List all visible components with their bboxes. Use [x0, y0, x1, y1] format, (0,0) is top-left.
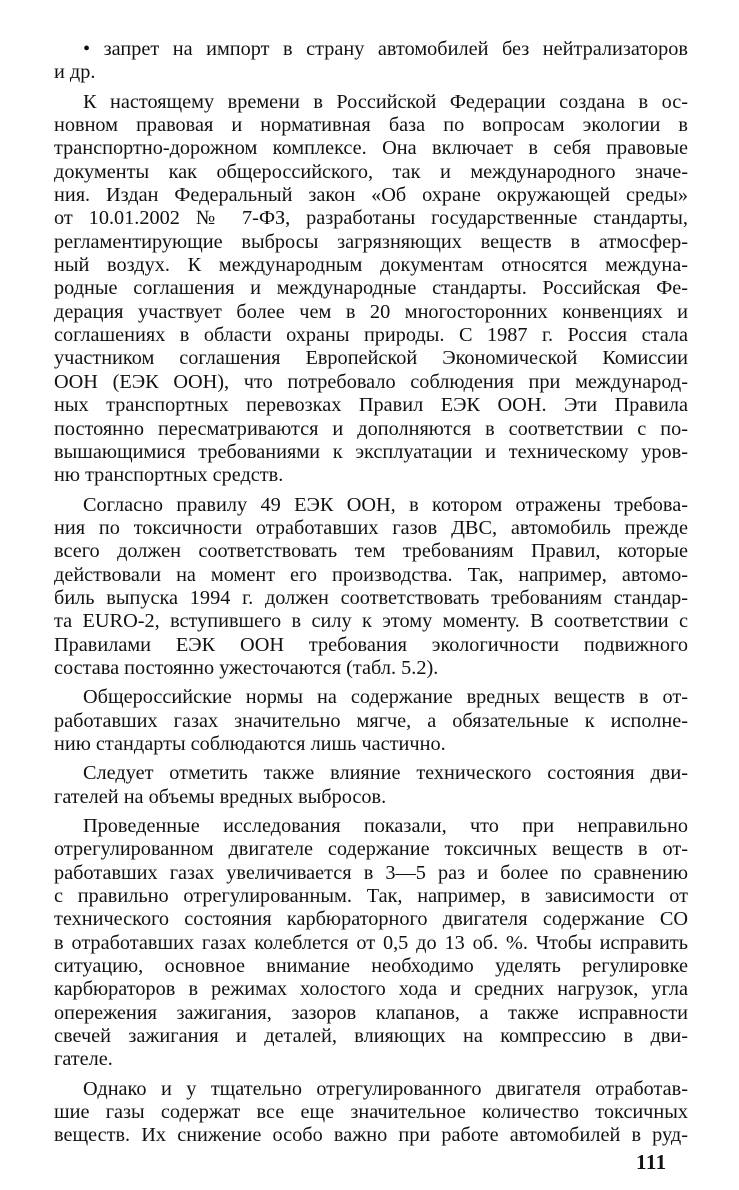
- page-number: 111: [636, 1150, 667, 1174]
- text-line: отрегулированном двигателе содержание токсичных веществ в от-: [54, 838, 688, 861]
- text-line: свечей зажигания и деталей, влияющих на компрессию в дви-: [54, 1025, 688, 1048]
- text-line: в отработавших газах колеблется от 0,5 до 13 об. %. Чтобы исправить: [54, 931, 688, 954]
- text-line: соглашениях в области охраны природы. С 1987 г. Россия стала: [54, 324, 688, 347]
- paragraph-first-line: Однако и у тщательно отрегулированного двигателя отработав-: [83, 1077, 688, 1100]
- text-line: ню транспортных средств.: [54, 464, 284, 487]
- text-line: ООН (ЕЭК ООН), что потребовало соблюдения при международ-: [54, 370, 688, 393]
- text-line: дерация участвует более чем в 20 многосторонних конвенциях и: [54, 300, 688, 323]
- text-line: транспортно-дорожном комплексе. Она включает в себя правовые: [54, 137, 688, 160]
- text-line: ния по токсичности отработавших газов ДВС, автомобиль прежде: [54, 516, 688, 539]
- body-text: [54, 38, 688, 1148]
- text-line: действовали на момент его производства. Так, например, автомо-: [54, 563, 688, 586]
- text-line: гателе.: [54, 1048, 113, 1071]
- paragraph-first-line: Согласно правилу 49 ЕЭК ООН, в котором отражены требова-: [83, 493, 688, 516]
- paragraph-first-line: Общероссийские нормы на содержание вредных веществ в от-: [83, 686, 688, 709]
- text-line: веществ. Их снижение особо важно при работе автомобилей в руд-: [54, 1124, 688, 1147]
- text-line: ных транспортных перевозках Правил ЕЭК ООН. Эти Правила: [54, 394, 688, 417]
- text-line: состава постоянно ужесточаются (табл. 5.2).: [54, 656, 439, 679]
- text-line: новном правовая и нормативная база по вопросам экологии в: [54, 114, 688, 137]
- text-line: опережения зажигания, зазоров клапанов, а также исправности: [54, 1001, 688, 1024]
- text-line: работавших газах увеличивается в 3—5 раз и более по сравнению: [54, 861, 688, 884]
- text-line: вышающимися требованиями к эксплуатации и техническому уров-: [54, 440, 688, 463]
- text-line: с правильно отрегулированным. Так, например, в зависимости от: [54, 885, 688, 908]
- paragraph-first-line: Проведенные исследования показали, что при неправильно: [83, 815, 688, 837]
- text-line: технического состояния карбюраторного двигателя содержание СО: [54, 908, 688, 931]
- text-line: постоянно пересматриваются и дополняются в соответствии с по-: [54, 417, 688, 440]
- text-line: нию стандарты соблюдаются лишь частично.: [54, 732, 446, 755]
- text-line: гателей на объемы вредных выбросов.: [54, 785, 387, 808]
- text-line: работавших газах значительно мягче, а обязательные к исполне-: [54, 709, 688, 732]
- text-line: и др.: [54, 61, 96, 84]
- text-line: документы как общероссийского, так и международного значе-: [54, 160, 688, 183]
- text-line: шие газы содержат все еще значительное количество токсичных: [54, 1101, 688, 1124]
- text-line: родные соглашения и международные стандарты. Российская Фе-: [54, 277, 688, 300]
- text-line: ния. Издан Федеральный закон «Об охране окружающей среды»: [54, 184, 688, 207]
- text-line: • запрет на импорт в страну автомобилей без нейтрализаторов: [83, 38, 688, 60]
- text-line: карбюраторов в режимах холостого хода и средних нагрузок, угла: [54, 978, 688, 1001]
- text-line: биль выпуска 1994 г. должен соответствовать требованиям стандар-: [54, 586, 688, 609]
- text-line: регламентирующие выбросы загрязняющих веществ в атмосфер-: [54, 230, 688, 253]
- paragraph-first-line: К настоящему времени в Российской Федерации создана в ос-: [83, 90, 688, 113]
- text-line: всего должен соответствовать тем требованиям Правил, которые: [54, 540, 688, 563]
- text-line: та EURO-2, вступившего в силу к этому моменту. В соответствии с: [54, 610, 688, 633]
- text-line: Правилами ЕЭК ООН требования экологичности подвижного: [54, 633, 688, 656]
- text-line: ситуацию, основное внимание необходимо уделять регулировке: [54, 955, 688, 978]
- text-line: от 10.01.2002 № 7-ФЗ, разработаны государственные стандарты,: [54, 207, 688, 230]
- text-line: ный воздух. К международным документам относятся междуна-: [54, 254, 688, 277]
- paragraph-first-line: Следует отметить также влияние технического состояния дви-: [83, 762, 688, 785]
- text-line: участником соглашения Европейской Экономической Комиссии: [54, 347, 688, 370]
